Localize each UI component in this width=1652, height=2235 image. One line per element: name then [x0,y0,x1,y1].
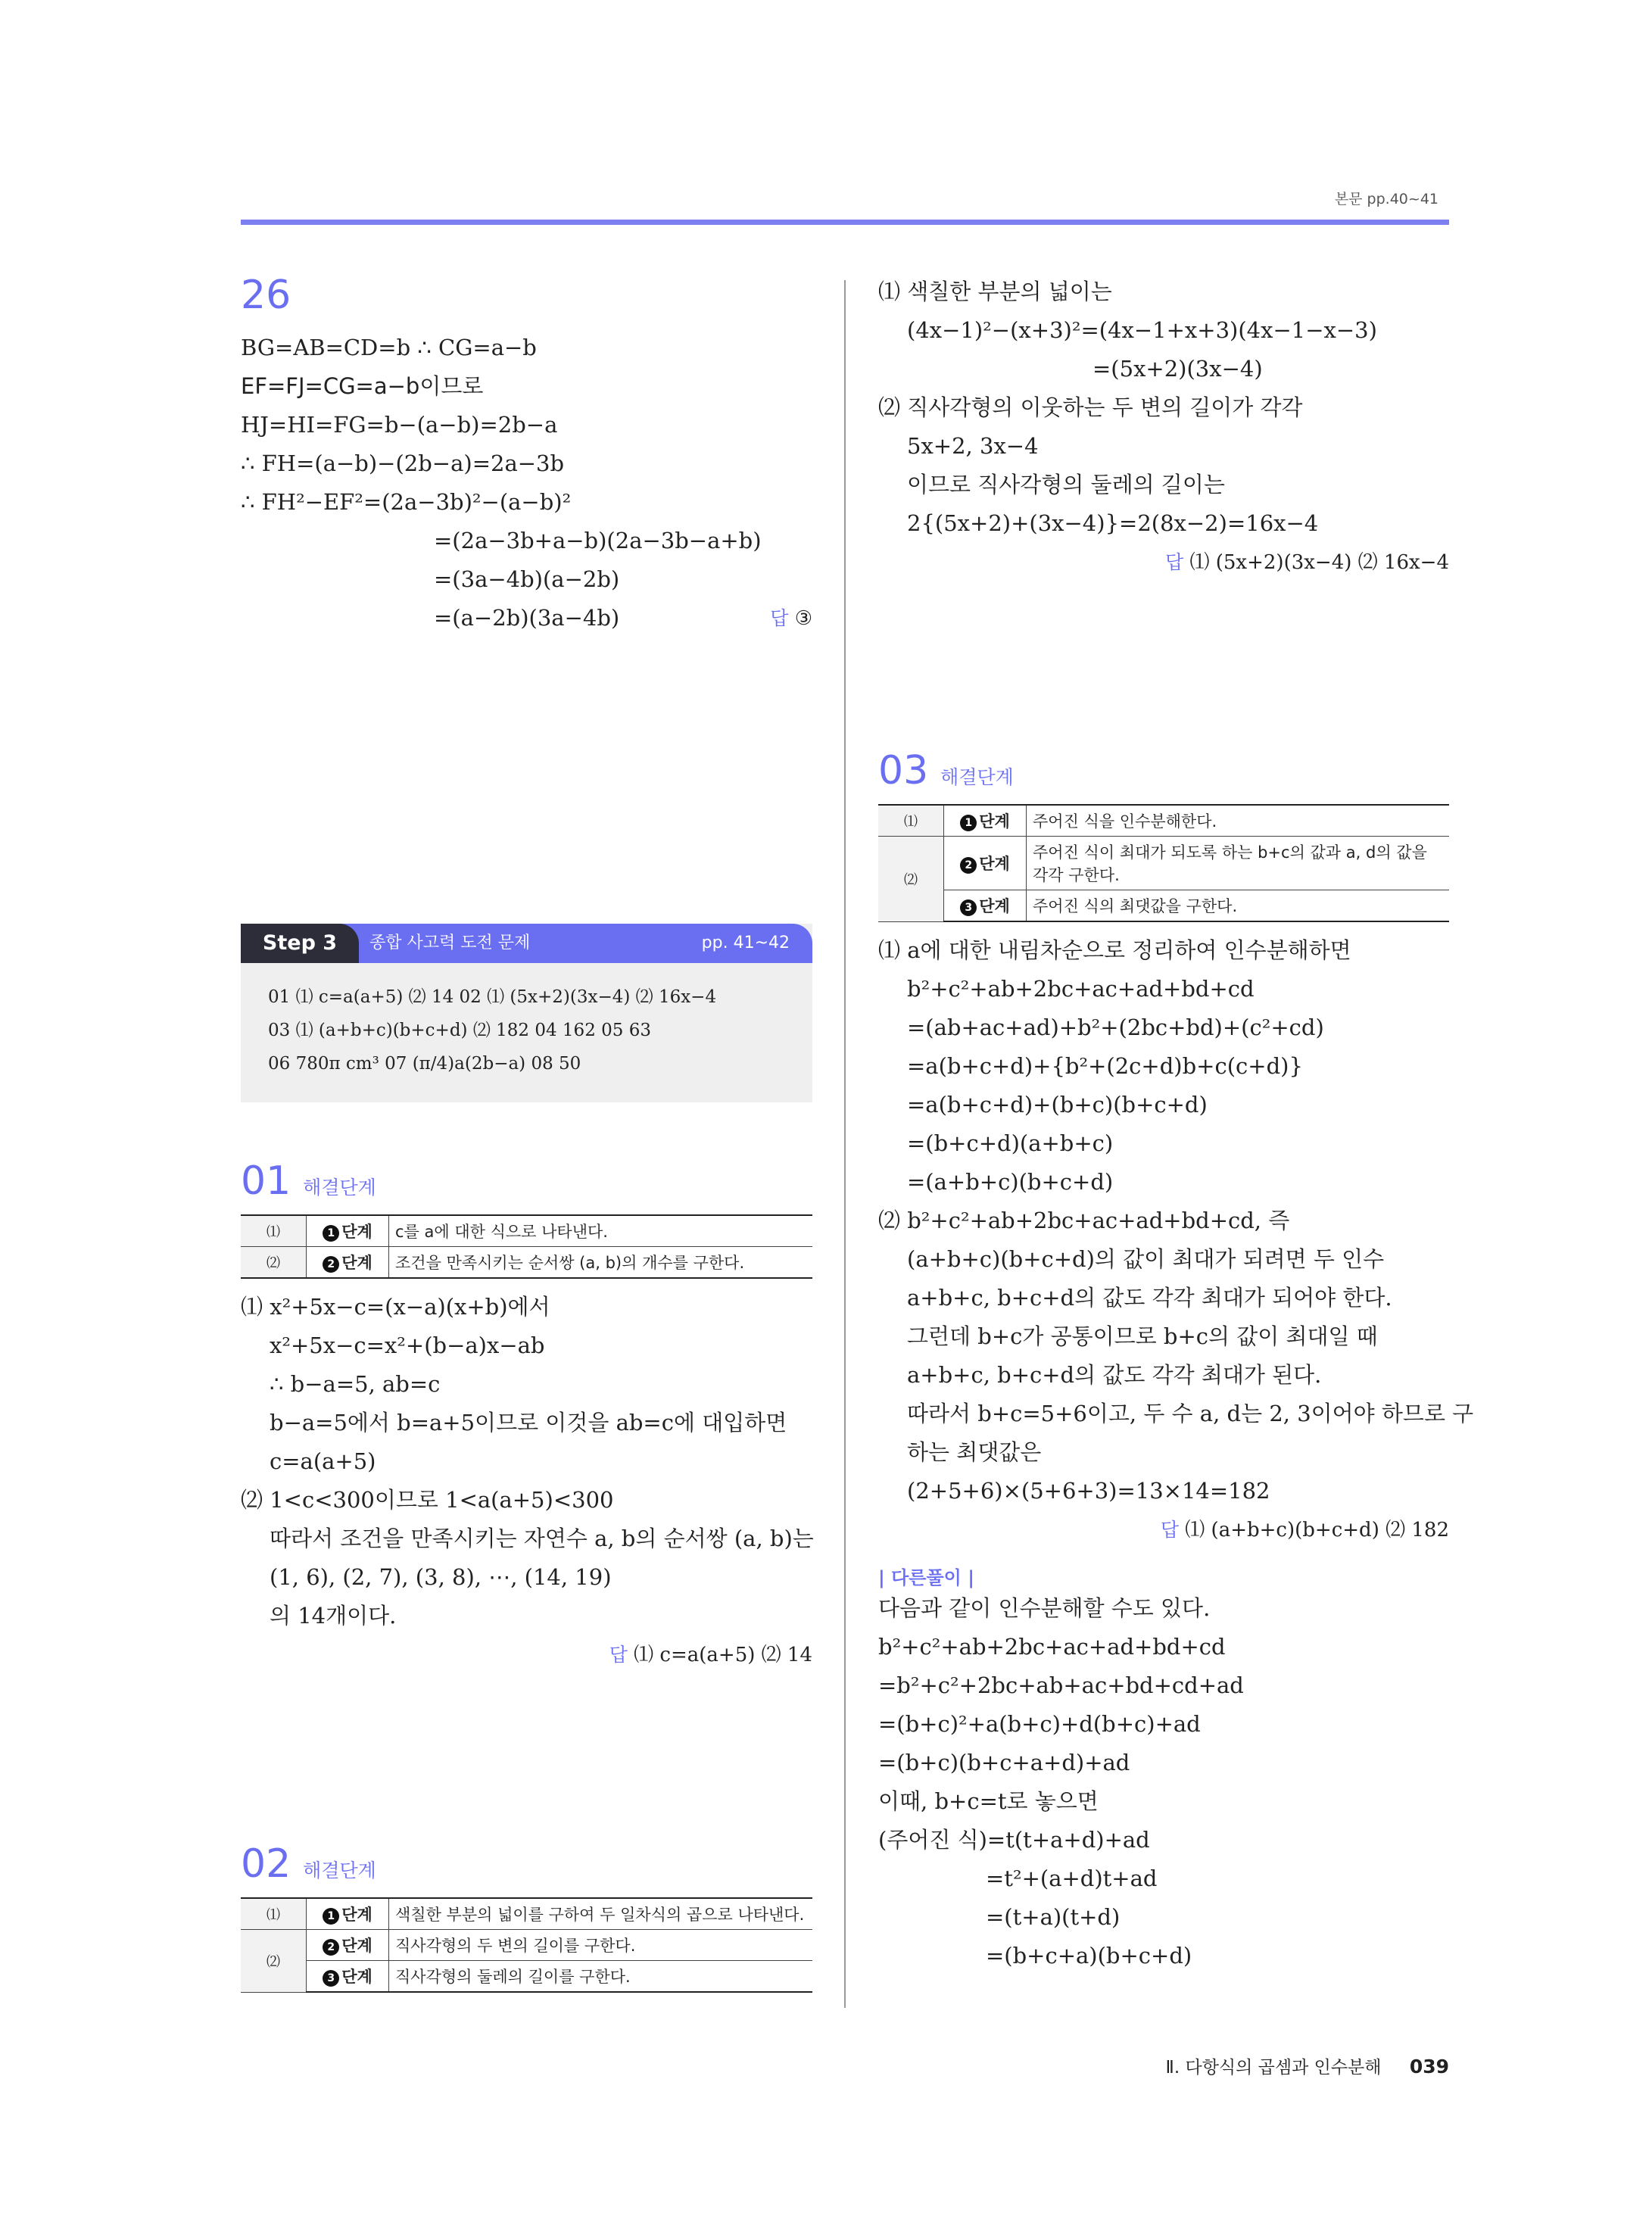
table-row: ⑵ 2 단계 조건을 만족시키는 순서쌍 (a, b)의 개수를 구한다. [241,1247,812,1279]
table-row: 3 단계 직사각형의 둘레의 길이를 구한다. [241,1961,812,1993]
step3-row: 03 ⑴ (a+b+c)(b+c+d) ⑵ 182 04 162 05 63 [268,1021,651,1040]
table-row: ⑴ 1 단계 색칠한 부분의 넓이를 구하여 두 일차식의 곱으로 나타낸다. [241,1898,812,1930]
solution-line: ⑴ a에 대한 내림차순으로 정리하여 인수분해하면 [878,937,1351,963]
solution-line: c=a(a+5) [270,1448,376,1474]
solution-line: b²+c²+ab+2bc+ac+ad+bd+cd [907,976,1255,1002]
step3-row: 06 780π cm³ 07 (π/4)a(2b−a) 08 50 [268,1054,581,1074]
solution-line: ∴ b−a=5, ab=c [270,1371,441,1397]
solution-line: ⑴ 색칠한 부분의 넓이는 [878,279,1112,304]
left-column [241,273,812,637]
problem-number: 02 [241,1841,291,1887]
answer-line [878,1510,1449,1549]
answer-line [241,1635,812,1674]
answer: 답 ⑴ (a+b+c)(b+c+d) ⑵ 182 [1160,1519,1449,1541]
column-divider [844,280,846,2008]
solution-line: =(2a−3b+a−b)(2a−3b−a+b) [434,528,762,553]
solution-line: =a(b+c+d)+(b+c)(b+c+d) [907,1092,1208,1118]
solution-line: 2{(5x+2)+(3x−4)}=2(8x−2)=16x−4 [907,510,1319,536]
solution-line: (4x−1)²−(x+3)²=(4x−1+x+3)(4x−1−x−3) [907,317,1377,343]
solution-line: HJ=HI=FG=b−(a−b)=2b−a [241,412,558,438]
solution-line: =t²+(a+d)t+ad [986,1866,1158,1891]
page-number: 039 [1409,2056,1449,2078]
problem-02-solution [878,273,1449,581]
solution-line: =(ab+ac+ad)+b²+(2bc+bd)+(c²+cd) [907,1015,1324,1040]
step3-title: 종합 사고력 도전 문제 [369,934,531,952]
solution-line: 따라서 조건을 만족시키는 자연수 a, b의 순서쌍 (a, b)는 [270,1526,814,1551]
solution-line: (2+5+6)×(5+6+3)=13×14=182 [907,1478,1270,1504]
problem-01 [241,1158,812,1674]
solution-line: 5x+2, 3x−4 [907,433,1039,459]
solution-line: x²+5x−c=x²+(b−a)x−ab [270,1333,545,1358]
solution-line: =(5x+2)(3x−4) [1093,356,1263,382]
problem-subtitle: 해결단계 [940,766,1014,788]
solution-line: ∴ FH=(a−b)−(2b−a)=2a−3b [241,450,565,476]
table-row: ⑴ 1 단계 주어진 식을 인수분해한다. [878,805,1449,837]
answer: 답 ⑴ c=a(a+5) ⑵ 14 [609,1644,812,1666]
answer: 답 ⑴ (5x+2)(3x−4) ⑵ 16x−4 [1165,551,1449,574]
answer: 답 ③ [770,607,812,630]
step3-pages: pp. 41~42 [701,934,790,952]
problem-subtitle: 해결단계 [303,1859,376,1881]
solution-line: 그런데 b+c가 공통이므로 b+c의 값이 최대일 때 [907,1323,1378,1349]
solution-line: ∴ FH²−EF²=(2a−3b)²−(a−b)² [241,489,572,515]
alternative-solution-label: | 다른풀이 | [878,1567,974,1588]
answer-line [878,543,1449,581]
solution-line: b−a=5에서 b=a+5이므로 이것을 ab=c에 대입하면 [270,1410,787,1435]
solution-line: 이때, b+c=t로 놓으면 [878,1788,1099,1814]
solution-line: =(b+c+a)(b+c+d) [986,1943,1192,1968]
solution-line: ⑴ x²+5x−c=(x−a)(x+b)에서 [241,1294,550,1320]
solution-line: a+b+c, b+c+d의 값도 각각 최대가 된다. [907,1362,1322,1388]
solution-line: a+b+c, b+c+d의 값도 각각 최대가 되어야 한다. [907,1285,1392,1311]
page-footer [1166,2053,1449,2078]
solution-line: (a+b+c)(b+c+d)의 값이 최대가 되려면 두 인수 [907,1246,1385,1272]
solution-line: =(a+b+c)(b+c+d) [907,1169,1114,1195]
solution-line: 하는 최댓값은 [907,1439,1042,1465]
problem-number: 01 [241,1158,291,1204]
solution-line: ⑵ 직사각형의 이웃하는 두 변의 길이가 각각 [878,394,1303,420]
solution-line: =(b+c+d)(a+b+c) [907,1130,1114,1156]
steps-table [241,1214,812,1279]
table-row: 3 단계 주어진 식의 최댓값을 구한다. [878,890,1449,922]
solution-line: =(a−2b)(3a−4b) 답 ③ [241,599,812,637]
solution-line: 이므로 직사각형의 둘레의 길이는 [907,472,1225,497]
step3-header [241,924,812,963]
solution-line: ⑵ 1<c<300이므로 1<a(a+5)<300 [241,1487,614,1513]
solution-line: =(b+c)(b+c+a+d)+ad [878,1750,1130,1775]
step3-answer-box [241,924,812,1102]
problem-26 [241,273,812,637]
solution-line: =(3a−4b)(a−2b) [434,566,620,592]
problem-02-steps [241,1841,812,2002]
solution-line: =(b+c)²+a(b+c)+d(b+c)+ad [878,1711,1201,1737]
problem-number: 26 [241,273,291,318]
table-row: ⑵ 2 단계 직사각형의 두 변의 길이를 구한다. [241,1930,812,1961]
steps-table [878,804,1449,922]
problem-number: 03 [878,748,929,793]
solution-line: (주어진 식)=t(t+a+d)+ad [878,1827,1150,1853]
table-row: ⑴ 1 단계 c를 a에 대한 식으로 나타낸다. [241,1215,812,1247]
table-row: ⑵ 2 단계 주어진 식이 최대가 되도록 하는 b+c의 값과 a, d의 값을 각각 구한다. [878,837,1449,890]
solution-line: 의 14개이다. [270,1603,397,1629]
solution-line: =b²+c²+2bc+ab+ac+bd+cd+ad [878,1672,1244,1698]
step3-tab: Step 3 [241,924,359,963]
solution-line: 따라서 b+c=5+6이고, 두 수 a, d는 2, 3이어야 하므로 구 [907,1401,1474,1426]
solution-line: 다음과 같이 인수분해할 수도 있다. [878,1595,1211,1621]
chapter-title: Ⅱ. 다항식의 곱셈과 인수분해 [1165,2058,1382,2078]
steps-table [241,1897,812,1993]
solution-line: b²+c²+ab+2bc+ac+ad+bd+cd [878,1634,1226,1660]
solution-line: BG=AB=CD=b ∴ CG=a−b [241,335,537,360]
page-reference: 본문 pp.40~41 [1334,191,1438,207]
solution-line: (1, 6), (2, 7), (3, 8), ⋯, (14, 19) [270,1564,612,1590]
step3-row: 01 ⑴ c=a(a+5) ⑵ 14 02 ⑴ (5x+2)(3x−4) ⑵ 16x−4 [268,987,717,1007]
header-rule [241,220,1449,225]
problem-subtitle: 해결단계 [303,1177,376,1199]
solution-line: =(t+a)(t+d) [986,1904,1121,1930]
problem-03 [878,748,1474,1975]
solution-line: ⑵ b²+c²+ab+2bc+ac+ad+bd+cd, 즉 [878,1208,1290,1233]
solution-line: =a(b+c+d)+{b²+(2c+d)b+c(c+d)} [907,1053,1303,1079]
solution-line: EF=FJ=CG=a−b이므로 [241,373,484,399]
